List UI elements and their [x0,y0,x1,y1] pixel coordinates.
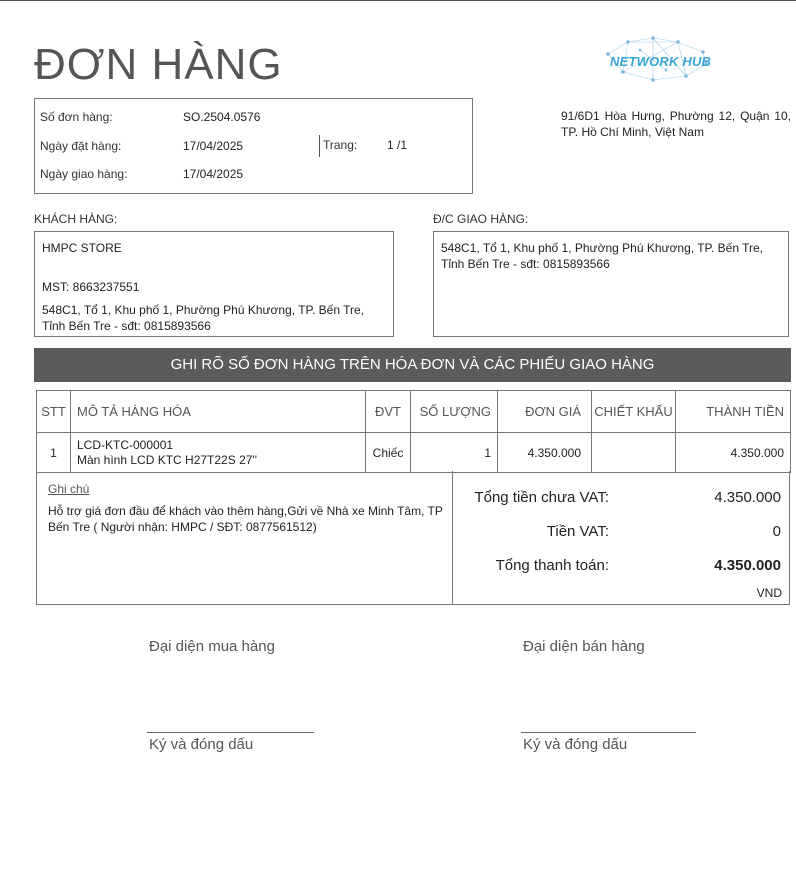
order-number-label: Số đơn hàng: [40,110,113,124]
document-title: ĐƠN HÀNG [34,40,283,89]
customer-address-line1: 548C1, Tổ 1, Khu phố 1, Phường Phú Khương, TP. Bến Tre, [42,303,365,317]
header-unit-price: ĐƠN GIÁ [498,391,592,433]
delivery-date-label: Ngày giao hàng: [40,167,128,181]
page-value: 1 /1 [387,138,408,152]
header-amount: THÀNH TIỀN [676,391,791,433]
buyer-signature-line [147,732,314,733]
header-unit: ĐVT [366,391,411,433]
buyer-sign-label: Ký và đóng dấu [149,736,254,753]
table-row [37,433,791,473]
total-label: Tổng thanh toán: [495,557,609,574]
vat-label: Tiền VAT: [546,523,609,540]
row-item-name: Màn hình LCD KTC H27T22S 27'' [77,452,257,467]
header-stt: STT [37,391,71,433]
notes-box [37,471,453,604]
summary-section [36,471,790,605]
page-separator [319,135,320,157]
row-stt: 1 [37,433,71,473]
seller-representative-label: Đại diện bán hàng [523,638,645,655]
row-unit: Chiếc [366,433,411,473]
row-item-code: LCD-KTC-000001 [77,437,174,452]
page-label: Trang: [323,138,358,152]
delivery-date-value: 17/04/2025 [183,167,244,181]
top-border-line [0,0,796,1]
shipping-address-line2: Tỉnh Bến Tre - sđt: 0815893566 [441,257,610,271]
row-discount [592,433,676,473]
order-date-value: 17/04/2025 [183,139,244,153]
customer-name: HMPC STORE [42,241,122,255]
order-date-label: Ngày đặt hàng: [40,139,122,153]
company-address: 91/6D1 Hòa Hưng, Phường 12, Quận 10, TP. Hồ Chí Minh, Việt Nam [561,109,791,139]
shipping-box [433,231,789,337]
customer-address-line2: Tỉnh Bến Tre - sđt: 0815893566 [42,319,211,333]
order-info-box [34,98,473,194]
header-quantity: SỐ LƯỢNG [411,391,498,433]
buyer-representative-label: Đại diện mua hàng [149,638,275,655]
order-items-table [36,390,791,473]
table-header-row [37,391,791,433]
header-description: MÔ TẢ HÀNG HÓA [71,391,366,433]
total-value: 4.350.000 [714,557,781,574]
seller-signature-line [521,732,696,733]
subtotal-value: 4.350.000 [714,489,781,506]
customer-box [34,231,394,337]
seller-sign-label: Ký và đóng dấu [523,736,628,753]
row-description [71,433,366,473]
customer-section-label: KHÁCH HÀNG: [34,212,118,226]
order-number-value: SO.2504.0576 [183,110,261,124]
instruction-banner: GHI RÕ SỐ ĐƠN HÀNG TRÊN HÓA ĐƠN VÀ CÁC PHIẾU GIAO HÀNG [34,348,791,382]
row-unit-price: 4.350.000 [498,433,592,473]
subtotal-label: Tổng tiền chưa VAT: [474,489,609,506]
logo-text: NETWORK HUB [610,54,712,69]
notes-text: Hỗ trợ giá đơn đầu để khách vào thêm hàng,Gửi về Nhà xe Minh Tâm, TP Bến Tre ( Người nhận: HMPC / SĐT: 0877561512) [48,504,443,534]
row-quantity: 1 [411,433,498,473]
shipping-address-line1: 548C1, Tổ 1, Khu phố 1, Phường Phú Khương, TP. Bến Tre, [441,241,764,255]
shipping-section-label: Đ/C GIAO HÀNG: [433,212,529,226]
row-amount: 4.350.000 [676,433,791,473]
currency-label: VND [756,586,782,600]
customer-tax-id: MST: 8663237551 [42,280,140,294]
notes-label: Ghi chú [48,482,90,496]
header-discount: CHIẾT KHẤU [592,391,676,433]
vat-value: 0 [772,523,781,540]
